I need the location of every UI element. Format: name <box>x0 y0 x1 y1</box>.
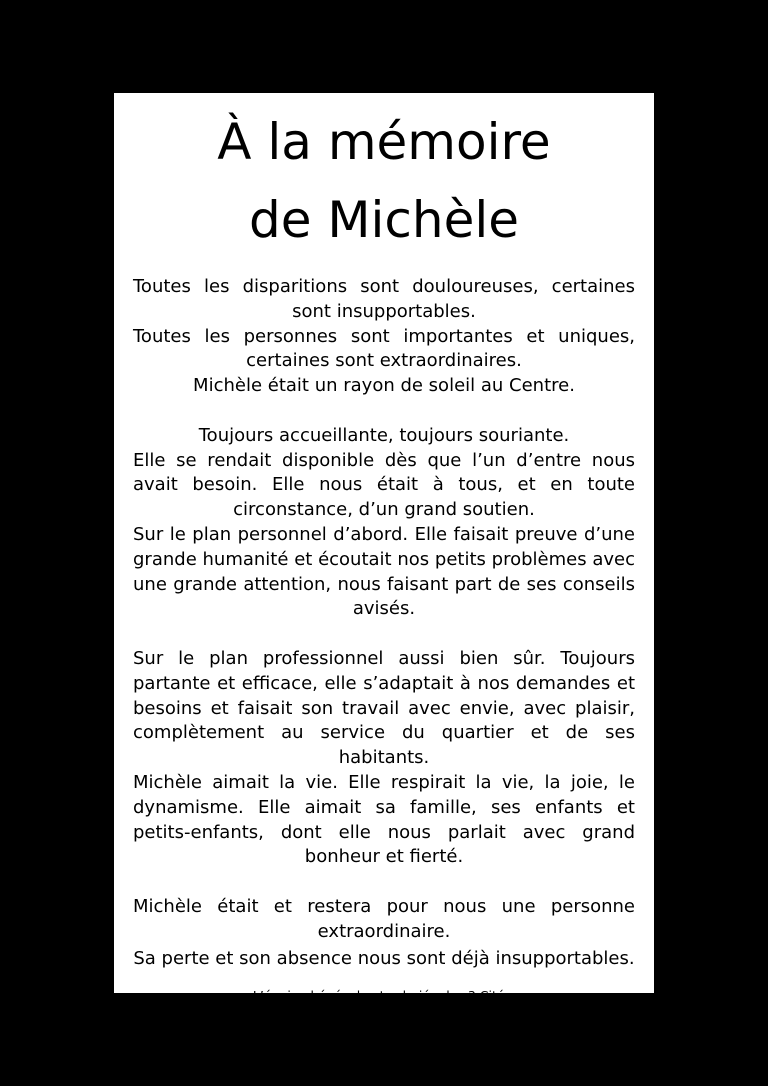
paragraph-gap <box>133 399 635 424</box>
paragraph-7: Sur le plan professionnel aussi bien sûr. Toujours partante et efficace, elle s’adaptait à nos demandes et besoins et faisait son travail avec envie, avec plaisir, complètement au service du quartier et de ses habitants. <box>133 647 635 769</box>
paragraph-2: Toutes les personnes sont importantes et uniques, certaines sont extraordinaires. <box>133 325 635 372</box>
paragraph-1: Toutes les disparitions sont douloureuses, certaines sont insupportables. <box>133 276 635 322</box>
paragraph-8: Michèle aimait la vie. Elle respirait la vie, la joie, le dynamisme. Elle aimait sa famille, ses enfants et petits-enfants, dont elle nous parlait avec grand bonheur et fierté. <box>133 771 635 868</box>
paragraph-9: Michèle était et restera pour nous une personne extraordinaire. <box>133 895 635 942</box>
page-title <box>133 103 635 259</box>
title-line-1: À la mémoire <box>217 113 551 171</box>
paragraph-5: Elle se rendait disponible dès que l’un d’entre nous avait besoin. Elle nous était à tous, et en toute circonstance, d’un grand soutien. <box>133 449 635 521</box>
memorial-text <box>133 275 635 972</box>
paragraph-6: Sur le plan personnel d’abord. Elle faisait preuve d’une grande humanité et écoutait nos petits problèmes avec une grande attention, nous faisant part de ses conseils avisés. <box>133 523 635 620</box>
memorial-page <box>114 93 654 1003</box>
title-line-2: de Michèle <box>248 191 520 249</box>
paragraph-3: Michèle était un rayon de soleil au Centre. <box>193 375 575 397</box>
paragraph-gap <box>133 622 635 647</box>
signature: L’équipe bénévole et salariée des 3 Cités. <box>252 987 516 1003</box>
paragraph-4: Toujours accueillante, toujours souriante. <box>198 424 570 446</box>
closing-line: Sa perte et son absence nous sont déjà insupportables. <box>133 947 635 969</box>
paragraph-gap <box>133 870 635 895</box>
